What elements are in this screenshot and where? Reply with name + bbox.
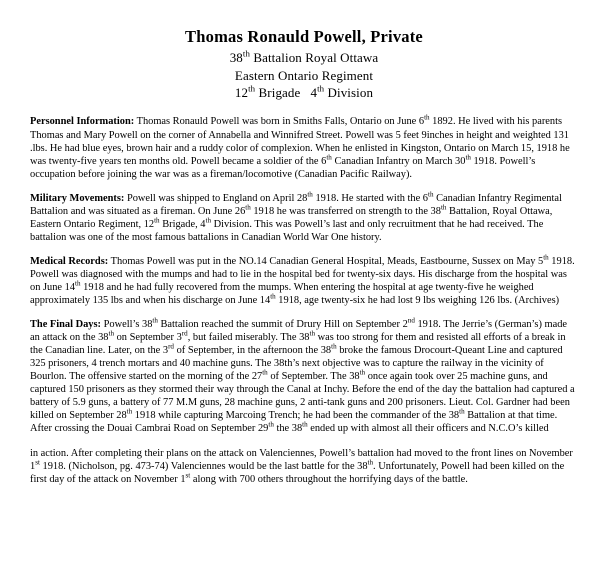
- final-days-sup-6: rd: [168, 342, 174, 351]
- personnel-text-1: Thomas Ronauld Powell was born in Smiths Falls, Ontario on June 6: [134, 116, 425, 128]
- medical-sup-2: th: [75, 279, 81, 288]
- section-medical-records: [30, 255, 578, 307]
- final-days-text-4: on September 3: [113, 332, 182, 344]
- final-days-text-5: , but failed miserably. The 38: [187, 332, 310, 344]
- personnel-sup-2: th: [326, 153, 332, 162]
- header-division-name: Division: [324, 85, 374, 101]
- final-days-text-6: was too strong for them and resisted all efforts of a break in the Canadian line. Later, on the 3: [30, 332, 566, 357]
- personnel-text-2: 1892. He lived with his parents Thomas and Mary Powell on the corner of Annabella and Winnifred Street. Powell was 5 feet 9inches in height and weighted 131 .lbs. He had blue eyes, brown hair and a ruddy color of complexion. When he enlisted in Kingston, Ontario on March 15, 1918 he was twenty-five years ten months old. Powell became a soldier of the 6: [30, 116, 570, 167]
- final-days-text-14: ended up with almost all their officers and N.C.O’s killed: [307, 423, 549, 435]
- section-label-medical-records: Medical Records:: [30, 255, 109, 267]
- medical-text-3: 1918 and he had fully recovered from the mumps. When entering the hospital at age twenty-five he weighed approximately 135 lbs and when his discharge on June 14: [30, 282, 534, 307]
- final-days-sup-11: th: [459, 407, 465, 416]
- final-days-text-1: Powell’s 38: [101, 319, 153, 331]
- final-days-text-3: 1918. The Jerrie’s (German’s) made an attack on the 38: [30, 319, 568, 344]
- final-days-text-10: once again took over 25 machine guns, and captured 150 prisoners as they stormed their way through the Canal at Inchy. Before the end of the day the battalion had captured a battery of 5.9 guns, a battery of 77 M.M guns, 28 machine guns, 2 anti-tank guns and 200 prisoners. Lieut. Col. Gardner had been killed on September 28: [30, 371, 575, 422]
- medical-sup-3: th: [270, 292, 276, 301]
- header-brigade-ordinal: th: [248, 83, 256, 94]
- final-days-text-16: 1918. (Nicholson, pg. 473-74) Valenciennes would be the last battle for the 38: [39, 460, 368, 472]
- medical-text-1: Thomas Powell was put in the NO.14 Canadian General Hospital, Meads, Eastbourne, Sussex on May 5: [108, 255, 544, 267]
- final-days-sup-16: st: [185, 471, 191, 480]
- document-body: [30, 115, 578, 485]
- final-days-text-8: broke the famous Drocourt-Queant Line and captured 325 prisoners, 4 trench mortars and 40 machine guns. The 38th’s next objective was to capture the railway in the vicinity of Bourlon. The offensive started on the morning of the 27: [30, 345, 563, 383]
- header-battalion-number: 38: [229, 50, 243, 66]
- header-line-battalion: [30, 49, 578, 66]
- header-division-number: 4: [310, 85, 318, 101]
- final-days-sup-4: rd: [181, 329, 188, 338]
- military-sup-6: th: [205, 216, 211, 225]
- header-battalion-ordinal: th: [242, 48, 250, 59]
- personnel-text-4: 1918. Powell’s occupation before joining the war was as a fireman/locomotive (Canadian Pacific Railway).: [30, 155, 536, 180]
- final-days-sup-7: th: [331, 342, 337, 351]
- section-military-movements: [30, 192, 578, 244]
- section-final-days: [30, 318, 578, 435]
- final-days-sup-15: th: [367, 458, 374, 467]
- personnel-sup-3: th: [465, 153, 471, 162]
- medical-sup-1: th: [543, 253, 549, 262]
- document-header: [30, 26, 578, 101]
- personnel-text-3: Canadian Infantry on March 30: [331, 155, 466, 167]
- military-sup-1: th: [307, 190, 313, 199]
- header-line-brigade-division: [30, 84, 578, 101]
- final-days-text-9: of September. The 38: [267, 371, 360, 383]
- final-days-text-2: Battalion reached the summit of Drury Hill on September 2: [157, 319, 408, 331]
- military-text-7: Division. This was Powell’s last and only recruitment that he had received. The battalion was one of the most famous battalions in Canadian World War One history.: [30, 218, 544, 243]
- final-days-text-17: . Unfortunately, Powell had been killed on the first day of the attack on November 1: [30, 460, 565, 485]
- final-days-text-7: of September, in the afternoon the 38: [173, 345, 332, 357]
- section-final-days-continued: [30, 447, 578, 486]
- header-brigade-name: Brigade: [255, 85, 301, 101]
- final-days-text-12: Battalion at that time. After crossing the Douai Cambrai Road on September 29: [30, 410, 558, 435]
- final-days-sup-1: th: [152, 316, 158, 325]
- final-days-text-11: 1918 while capturing Marcoing Trench; he had been the commander of the 38: [132, 410, 460, 422]
- header-division-ordinal: th: [317, 83, 325, 94]
- medical-text-4: 1918, age twenty-six he had lost 9 lbs weighing 126 lbs. (Archives): [275, 295, 560, 307]
- header-brigade-number: 12: [234, 85, 249, 101]
- personnel-sup-1: th: [424, 114, 430, 123]
- military-text-2: 1918. He started with the 6: [312, 192, 428, 204]
- final-days-sup-9: th: [359, 368, 366, 377]
- section-label-personnel-information: Personnel Information:: [30, 116, 135, 128]
- final-days-sup-14: st: [35, 458, 40, 467]
- military-sup-3: th: [245, 203, 251, 212]
- final-days-sup-5: th: [309, 329, 315, 338]
- section-label-military-movements: Military Movements:: [30, 192, 125, 204]
- military-text-6: Brigade, 4: [159, 218, 206, 230]
- military-sup-4: th: [440, 203, 447, 212]
- military-text-5: Battalion, Royal Ottawa, Eastern Ontario Regiment, 12: [30, 205, 553, 230]
- final-days-sup-8: th: [262, 368, 268, 377]
- final-days-text-13: the 38: [273, 423, 303, 435]
- military-text-3: Canadian Infantry Regimental Battalion and was situated as a fireman. On June 26: [30, 192, 562, 217]
- military-text-4: 1918 he was transferred on strength to the 38: [250, 205, 441, 217]
- military-sup-2: th: [427, 190, 434, 199]
- final-days-text-18: along with 700 others throughout the horrifying days of the battle.: [190, 473, 468, 485]
- section-personnel-information: [30, 115, 578, 180]
- military-sup-5: th: [154, 216, 160, 225]
- final-days-sup-2: nd: [407, 316, 415, 325]
- final-days-sup-3: th: [108, 329, 114, 338]
- page-title: Thomas Ronauld Powell, Private: [185, 27, 423, 46]
- final-days-sup-13: th: [302, 421, 308, 429]
- final-days-sup-10: th: [126, 407, 133, 416]
- medical-text-2: 1918. Powell was diagnosed with the mumps and had to lie in the hospital bed for twenty-six days. His discharge from the hospital was on June 14: [30, 255, 575, 293]
- header-line-regiment: Eastern Ontario Regiment: [234, 67, 374, 83]
- final-days-text-15: in action. After completing their plans on the attack on Valenciennes, Powell’s battalion had moved to the front lines on November 1: [30, 447, 573, 472]
- header-spacer: [300, 85, 310, 100]
- section-label-final-days: The Final Days:: [30, 319, 102, 331]
- header-battalion-name: Battalion Royal Ottawa: [249, 50, 379, 66]
- military-text-1: Powell was shipped to England on April 28: [124, 192, 308, 204]
- final-days-sup-12: th: [268, 421, 274, 429]
